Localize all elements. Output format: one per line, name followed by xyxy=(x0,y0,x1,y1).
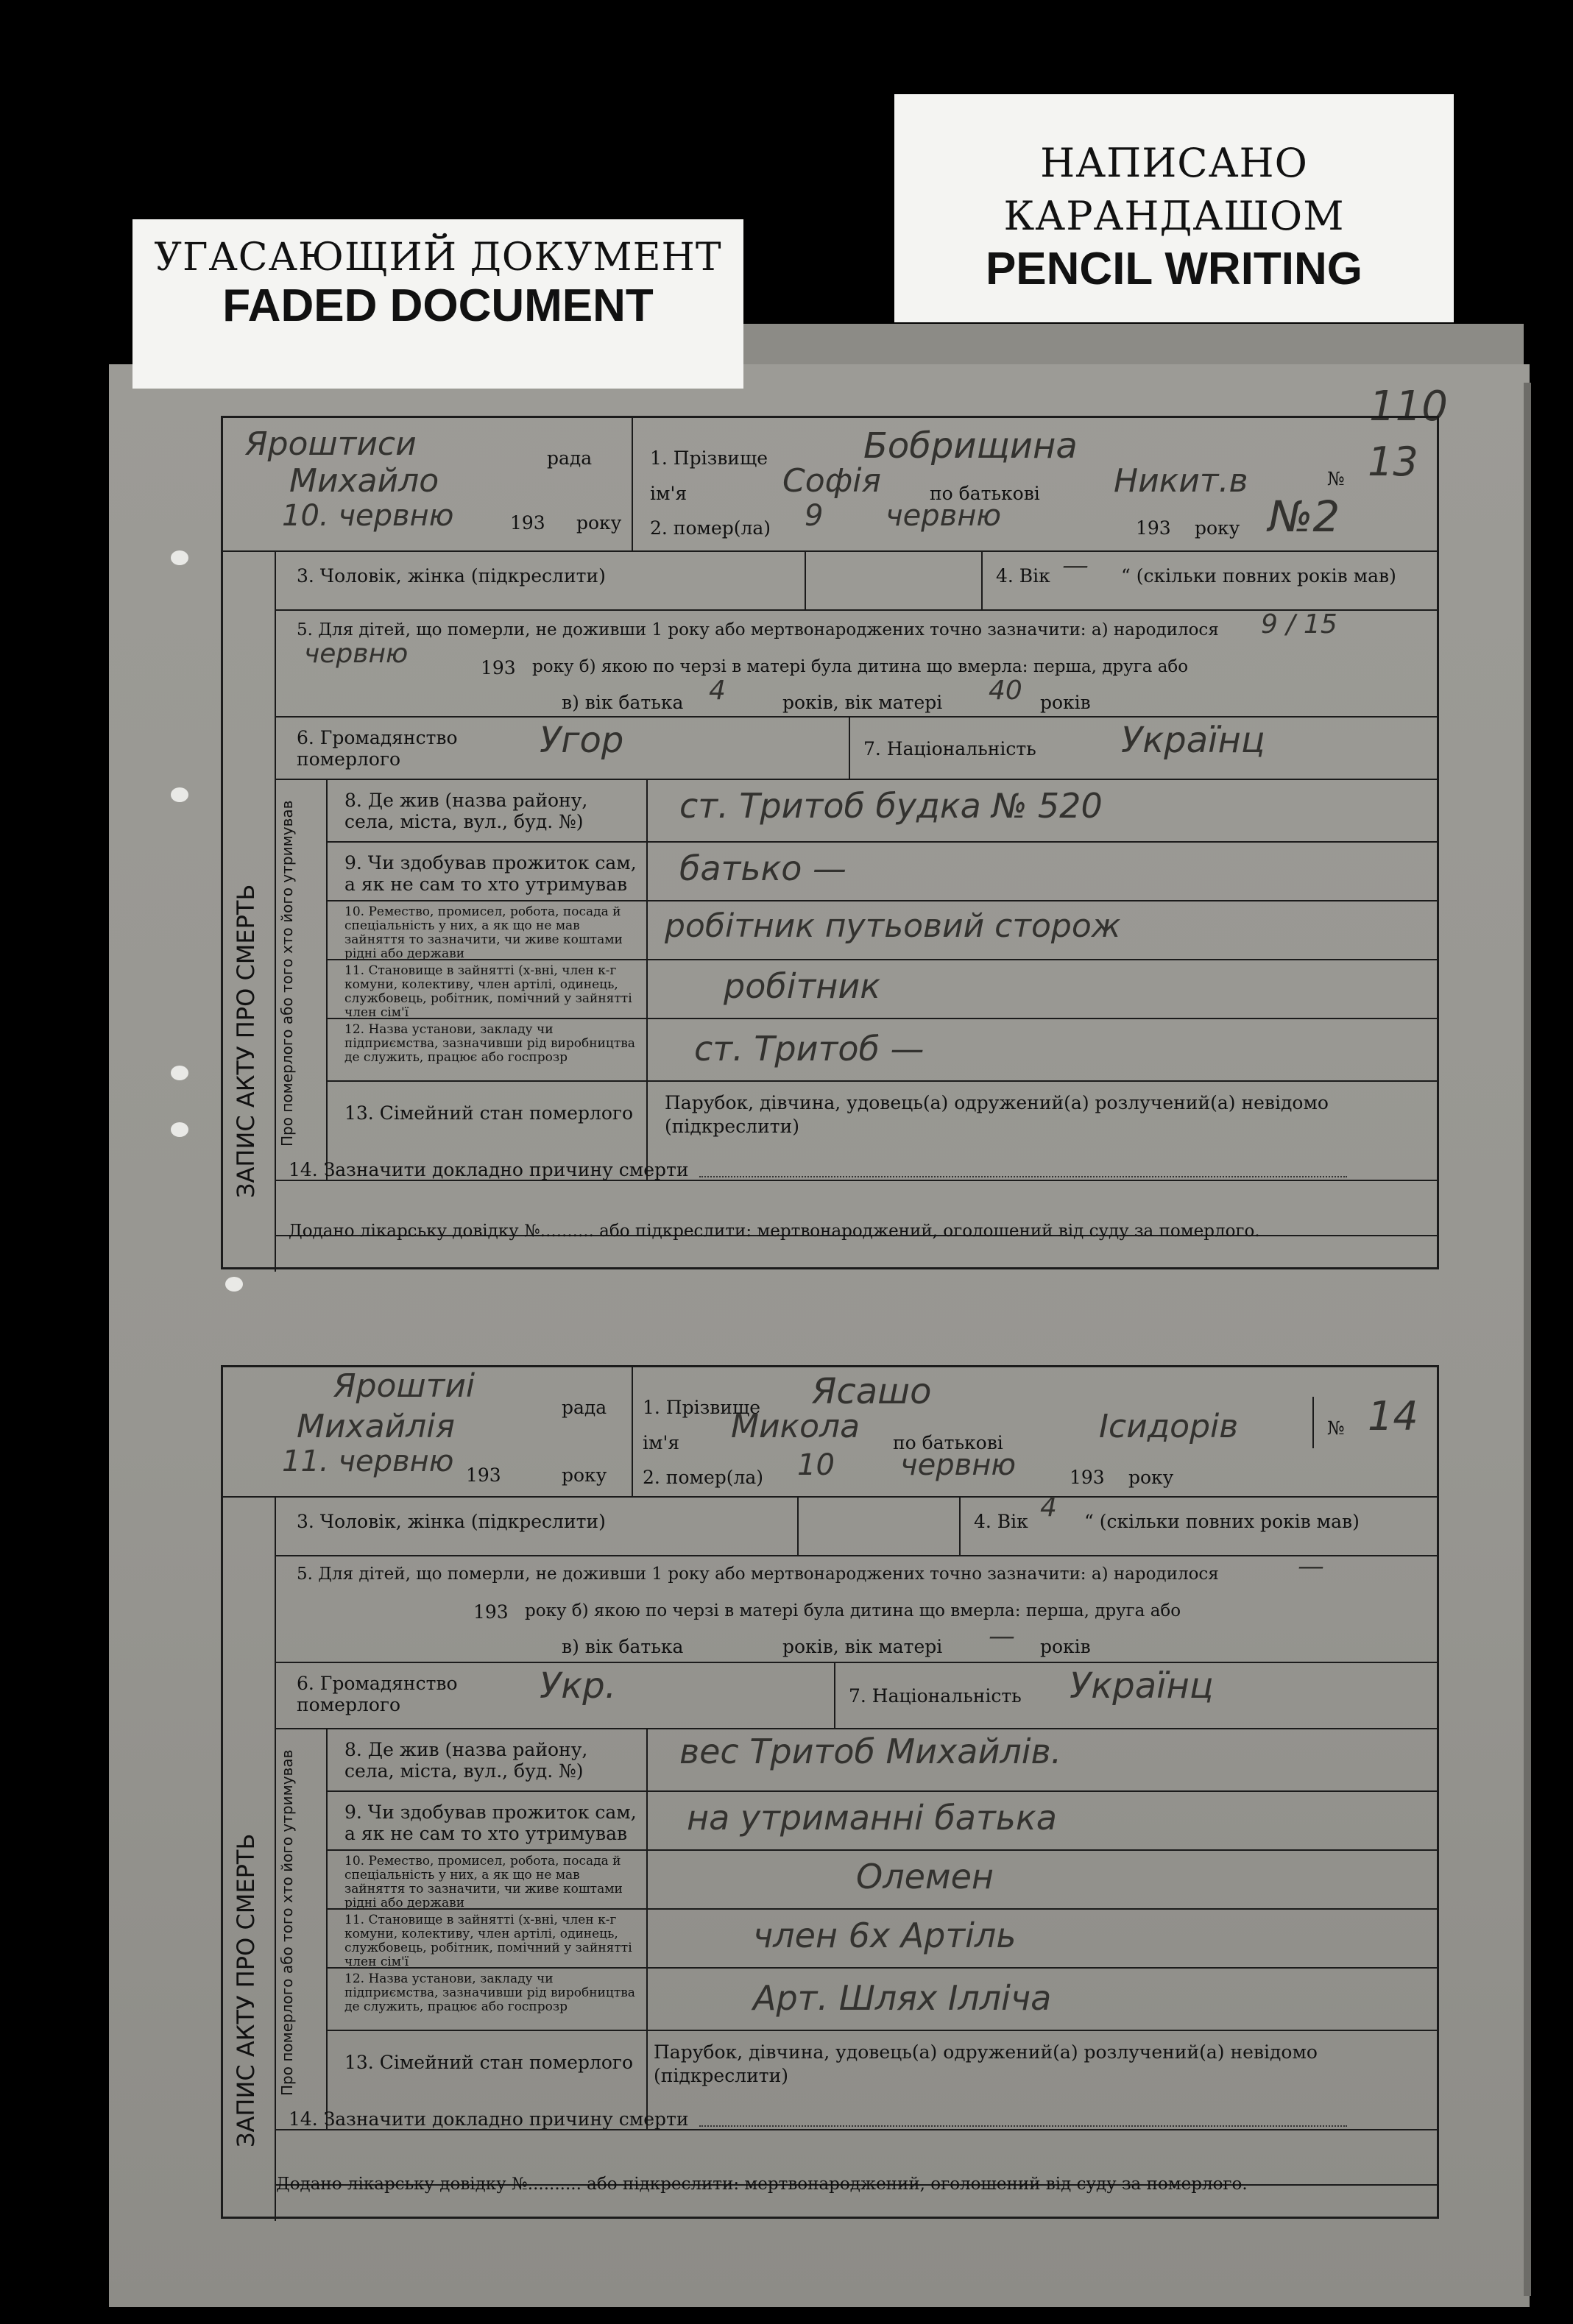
rayon-value: Михайло xyxy=(289,462,439,500)
roku-label: року xyxy=(562,1464,607,1486)
footer-1: Додано лікарську довідку №.......... або підкреслити: мертвонароджений, оголошений від суду за померлого. xyxy=(289,1222,1260,1241)
mother-age-value: — xyxy=(989,1621,1015,1651)
birth-value: 9 / 15 xyxy=(1261,609,1337,640)
cause-line-2 xyxy=(699,2125,1347,2127)
occupation-label: 10. Ремество, промисел, робота, посада й спеціальність у них, а як що не мав зайняття то зазначити, чи живе коштами рідні або держави xyxy=(344,904,623,961)
year-reg-label: 193 xyxy=(466,1464,501,1486)
number-label: № xyxy=(1327,468,1345,489)
punch-hole xyxy=(171,550,188,565)
footer-2: Додано лікарську довідку №.......... або підкреслити: мертвонароджений, оголошений від суду за померлого. xyxy=(276,2175,1248,2194)
employer-label: 12. Назва установи, закладу чи підприємства, зазначивши рід виробництва де служить, працює або госпрозр xyxy=(344,1971,635,2014)
rayon-value: Михайлія xyxy=(297,1408,455,1445)
name-value: Софія xyxy=(782,462,881,500)
children-label-1: 5. Для дітей, що померли, не доживши 1 року або мертвонароджених точно зазначити: а) народилося xyxy=(297,1565,1219,1584)
cause-line-1 xyxy=(699,1176,1347,1177)
died-roku-label: року xyxy=(1128,1467,1174,1488)
patronymic-label: по батькові xyxy=(930,483,1040,504)
side-subtitle: Про померлого або того хто його утримував xyxy=(278,800,296,1147)
died-month: червню xyxy=(900,1448,1017,1482)
death-record-form-1 xyxy=(221,416,1439,1269)
punch-hole xyxy=(171,1122,188,1137)
residence-label: 8. Де жив (назва району, села, міста, вул., буд. №) xyxy=(344,790,588,832)
age-label: 4. Вік xyxy=(996,565,1050,587)
livelihood-label: 9. Чи здобував прожиток сам, а як не сам то хто утримував xyxy=(344,1802,637,1844)
pencil-writing-label xyxy=(894,94,1454,322)
pencil-label-en: PENCIL WRITING xyxy=(985,244,1363,294)
children-label-2: року б) якою по черзі в матері була дитина що вмерла: перша, друга або xyxy=(532,657,1189,676)
punch-hole xyxy=(171,1066,188,1080)
mother-age-label: років, вік матері xyxy=(782,692,943,713)
rada-label: рада xyxy=(562,1397,607,1418)
nationality-value: Українц xyxy=(1121,720,1265,761)
cause-label-1: 14. Зазначити докладно причину смерти xyxy=(289,1159,689,1180)
employment-status-label: 11. Становище в зайнятті (х-вні, член к-г комуни, колективу, член артілі, одинець, службовець, робітник, помічний у зайнятті член сім'ї xyxy=(344,963,632,1020)
livelihood-value: на утриманні батька xyxy=(687,1798,1057,1838)
page-edge xyxy=(1524,383,1531,2296)
surname-label: 1. Прізвище xyxy=(643,1397,761,1418)
sex-label: 3. Чоловік, жінка (підкреслити) xyxy=(297,565,606,587)
marital-options: Парубок, дівчина, удовець(а) одружений(а) розлучений(а) невідомо (підкреслити) xyxy=(654,2041,1318,2086)
employment-status-label: 11. Становище в зайнятті (х-вні, член к-г комуни, колективу, член артілі, одинець, службовець, робітник, помічний у зайнятті член сім'ї xyxy=(344,1913,632,1969)
rada-label: рада xyxy=(547,447,593,469)
patronymic-value: Ісидорів xyxy=(1099,1408,1239,1445)
number-label: № xyxy=(1327,1417,1345,1439)
faded-label-ru: УГАСАЮЩИЙ ДОКУМЕНТ xyxy=(154,235,722,280)
name-label: ім'я xyxy=(650,483,687,504)
marital-label: 13. Сімейний стан померлого xyxy=(344,2052,634,2073)
faded-label-en: FADED DOCUMENT xyxy=(222,280,654,331)
nationality-label: 7. Національність xyxy=(849,1685,1022,1707)
residence-label: 8. Де жив (назва району, села, міста, вул., буд. №) xyxy=(344,1739,588,1782)
sex-label: 3. Чоловік, жінка (підкреслити) xyxy=(297,1511,606,1532)
employer-value: ст. Тритоб — xyxy=(694,1029,925,1069)
occupation-value: Олемен xyxy=(856,1857,994,1896)
father-age-label: в) вік батька xyxy=(562,692,684,713)
date-reg-value: 10. червню xyxy=(282,499,454,533)
died-label: 2. помер(ла) xyxy=(650,517,771,539)
side-title: ЗАПИС АКТУ ПРО СМЕРТЬ xyxy=(232,1833,260,2147)
citizenship-value: Угор xyxy=(540,720,624,761)
year-label: 193 xyxy=(473,1601,509,1623)
rada-value: Яроштиси xyxy=(245,425,417,463)
name-value: Микола xyxy=(731,1408,860,1445)
died-month: червню xyxy=(886,499,1002,533)
livelihood-label: 9. Чи здобував прожиток сам, а як не сам то хто утримував xyxy=(344,852,637,895)
age-suffix: “ (скільки повних років мав) xyxy=(1121,565,1396,587)
pencil-label-ru-1: НАПИСАНО xyxy=(1040,140,1308,186)
record-number: 14 xyxy=(1368,1393,1418,1439)
pencil-label-ru-2: КАРАНДАШОМ xyxy=(1003,193,1345,239)
occupation-label: 10. Ремество, промисел, робота, посада й спеціальність у них, а як що не мав зайняття то зазначити, чи живе коштами рідні або держави xyxy=(344,1854,623,1910)
employment-status-value: член 6х Артіль xyxy=(753,1916,1017,1955)
died-day: 10 xyxy=(797,1448,835,1482)
surname-value: Бобрищина xyxy=(863,425,1078,467)
page-number: 110 xyxy=(1369,383,1448,431)
roku-label: року xyxy=(576,512,622,534)
father-age-label: в) вік батька xyxy=(562,1636,684,1657)
died-year-label: 193 xyxy=(1070,1467,1105,1488)
nationality-label: 7. Національність xyxy=(863,738,1036,759)
cause-label-2: 14. Зазначити докладно причину смерти xyxy=(289,2108,689,2130)
death-record-form-2 xyxy=(221,1365,1439,2219)
surname-label: 1. Прізвище xyxy=(650,447,768,469)
surname-value: Ясашо xyxy=(812,1371,932,1412)
occupation-value: робітник путьовий сторож xyxy=(665,907,1121,945)
died-day: 9 xyxy=(805,499,824,533)
father-age-value: 4 xyxy=(709,676,726,706)
age-label: 4. Вік xyxy=(974,1511,1028,1532)
year-label: 193 xyxy=(481,657,516,679)
mother-age-label: років, вік матері xyxy=(782,1636,943,1657)
punch-hole xyxy=(171,787,188,802)
year-reg-label: 193 xyxy=(510,512,545,534)
age-suffix: “ (скільки повних років мав) xyxy=(1084,1511,1360,1532)
date-reg-value: 11. червню xyxy=(282,1445,454,1478)
roky-label: років xyxy=(1040,692,1091,713)
record-number: 13 xyxy=(1368,439,1418,485)
children-label-1: 5. Для дітей, що померли, не доживши 1 року або мертвонароджених точно зазначити: а) народилося xyxy=(297,620,1219,640)
margin-mark: №2 xyxy=(1268,492,1340,542)
age-value: 4 xyxy=(1040,1492,1057,1523)
marital-label: 13. Сімейний стан померлого xyxy=(344,1102,634,1124)
age-value: — xyxy=(1062,550,1089,581)
roky-label: років xyxy=(1040,1636,1091,1657)
side-title: ЗАПИС АКТУ ПРО СМЕРТЬ xyxy=(232,884,260,1198)
residence-value: вес Тритоб Михайлів. xyxy=(679,1732,1062,1771)
died-label: 2. помер(ла) xyxy=(643,1467,764,1488)
employer-label: 12. Назва установи, закладу чи підприємства, зазначивши рід виробництва де служить, працює або госпрозр xyxy=(344,1022,635,1065)
name-label: ім'я xyxy=(643,1432,680,1453)
died-year-label: 193 xyxy=(1136,517,1171,539)
patronymic-value: Никит.в xyxy=(1114,462,1248,500)
died-roku-label: року xyxy=(1195,517,1240,539)
children-label-2: року б) якою по черзі в матері була дитина що вмерла: перша, друга або xyxy=(525,1601,1181,1620)
patronymic-label: по батькові xyxy=(893,1432,1003,1453)
punch-hole xyxy=(225,1277,243,1292)
birth-value: — xyxy=(1298,1551,1324,1581)
citizenship-label: 6. Громадянство померлого xyxy=(297,1673,458,1715)
marital-options: Парубок, дівчина, удовець(а) одружений(а) розлучений(а) невідомо (підкреслити) xyxy=(665,1092,1329,1137)
side-subtitle: Про померлого або того хто його утримував xyxy=(278,1749,296,2096)
employment-status-value: робітник xyxy=(724,966,881,1006)
employer-value: Арт. Шлях Ілліча xyxy=(753,1978,1052,2018)
citizenship-label: 6. Громадянство померлого xyxy=(297,727,458,770)
livelihood-value: батько — xyxy=(679,849,847,888)
faded-document-label xyxy=(132,219,743,389)
residence-value: ст. Тритоб будка № 520 xyxy=(679,786,1103,826)
citizenship-value: Укр. xyxy=(540,1665,616,1707)
birth-month: червню xyxy=(304,639,409,669)
rada-value: Яроштиі xyxy=(333,1367,476,1405)
mother-age-value: 40 xyxy=(989,676,1022,706)
nationality-value: Українц xyxy=(1070,1665,1214,1707)
